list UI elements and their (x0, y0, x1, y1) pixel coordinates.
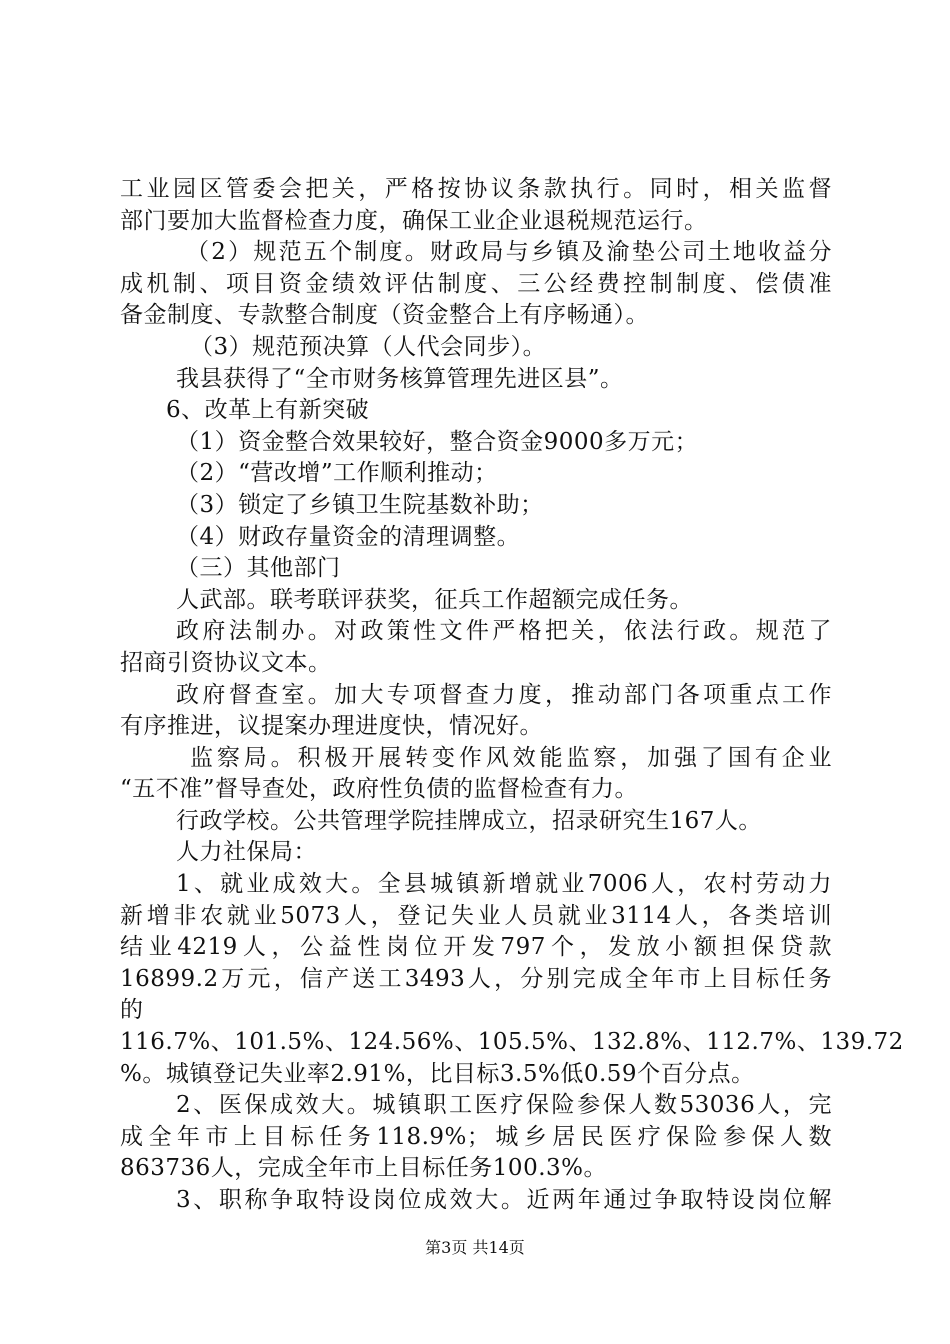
text-line: 的 (120, 997, 144, 1024)
text-line: 部门要加大监督检查力度，确保工业企业退税规范运行。 (120, 207, 708, 234)
document-body (120, 174, 904, 1217)
text-line: %。城镇登记失业率2.91%，比目标3.5%低0.59个百分点。 (120, 1060, 755, 1087)
text-line: （3）规范预决算（人代会同步）。 (190, 333, 547, 360)
text-line: （3）锁定了乡镇卫生院基数补助； (176, 491, 544, 518)
text-line: （1）资金整合效果较好，整合资金9000多万元； (176, 428, 699, 455)
text-line: 16899.2万元，信产送工3493人，分别完成全年市上目标任务 (120, 965, 832, 992)
text-line: 116.7%、101.5%、124.56%、105.5%、132.8%、112.7%、139.72 (120, 1029, 904, 1056)
text-line: 2、医保成效大。城镇职工医疗保险参保人数53036人，完 (176, 1092, 832, 1119)
text-line: （2）“营改增”工作顺利推动； (176, 460, 498, 487)
text-line: （2）规范五个制度。财政局与乡镇及渝垫公司土地收益分 (186, 239, 832, 266)
text-line: 新增非农就业5073人，登记失业人员就业3114人，各类培训 (120, 902, 832, 929)
text-line: 6、改革上有新突破 (166, 397, 370, 424)
text-line: 监察局。积极开展转变作风效能监察，加强了国有企业 (190, 744, 832, 771)
text-line: 行政学校。公共管理学院挂牌成立，招录研究生167人。 (176, 807, 762, 834)
text-line: 招商引资协议文本。 (120, 649, 332, 676)
text-line: 政府督查室。加大专项督查力度，推动部门各项重点工作 (176, 681, 832, 708)
text-line: 工业园区管委会把关，严格按协议条款执行。同时，相关监督 (120, 176, 832, 202)
text-line: 1、就业成效大。全县城镇新增就业7006人，农村劳动力 (176, 871, 832, 898)
text-line: 结业4219人，公益性岗位开发797个，发放小额担保贷款 (120, 934, 832, 961)
text-line: （三）其他部门 (176, 555, 341, 582)
text-line: 3、职称争取特设岗位成效大。近两年通过争取特设岗位解 (176, 1187, 832, 1213)
text-line: 成全年市上目标任务118.9%；城乡居民医疗保险参保人数 (120, 1123, 832, 1150)
text-line: 人力社保局： (176, 839, 317, 866)
text-line: 863736人，完成全年市上目标任务100.3%。 (120, 1155, 607, 1182)
text-line: 备金制度、专款整合制度（资金整合上有序畅通）。 (120, 302, 649, 329)
page-footer: 第3页 共14页 (425, 1238, 525, 1257)
text-line: “五不准”督导查处，政府性负债的监督检查有力。 (120, 776, 639, 803)
text-line: 人武部。联考联评获奖，征兵工作超额完成任务。 (176, 586, 693, 613)
text-line: （4）财政存量资金的清理调整。 (176, 523, 521, 550)
text-line: 成机制、项目资金绩效评估制度、三公经费控制制度、偿债准 (120, 270, 832, 297)
text-line: 我县获得了“全市财务核算管理先进区县”。 (176, 365, 624, 392)
text-line: 有序推进，议提案办理进度快，情况好。 (120, 713, 543, 740)
text-line: 政府法制办。对政策性文件严格把关，依法行政。规范了 (176, 618, 832, 645)
